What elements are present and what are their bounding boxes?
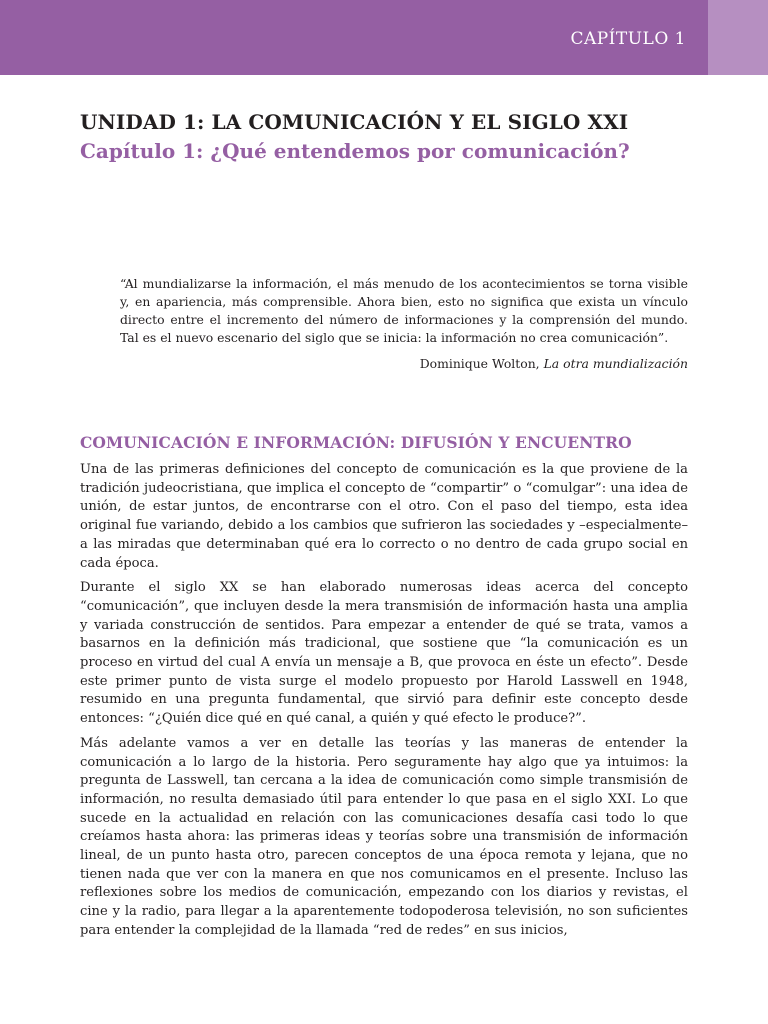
epigraph-quote: “Al mundializarse la información, el más menudo de los acontecimientos se torna visible y, en apariencia, más comprensible. Ahora bien, esto no significa que exista un vínculo directo entre el incremento del número de informaciones y la comprensión del mundo. Tal es el nuevo escenario del siglo que se inicia: la información no crea comunicación”. — [120, 276, 688, 345]
epigraph-author: Dominique Wolton, — [419, 356, 544, 371]
unit-title: UNIDAD 1: LA COMUNICACIÓN Y EL SIGLO XXI — [80, 110, 629, 134]
running-header-chapter: CAPÍTULO 1 — [570, 29, 686, 49]
paragraph: Más adelante vamos a ver en detalle las teorías y las maneras de entender la comunicación a lo largo de la historia. Pero seguramente hay algo que ya intuimos: la pregunta de Lasswell, tan cercana a la idea de comunicación como simple transmisión de información, no resulta demasiado útil para entender lo que pasa en el siglo XXI. Lo que sucede en la actualidad en relación con las comunicaciones desafía casi todo lo que creíamos hasta ahora: las primeras ideas y teorías sobre una transmisión de información lineal, de un punto hasta otro, parecen conceptos de una época remota y lejana, que no tienen nada que ver con la manera en que nos comunicamos en el presente. Incluso las reflexiones sobre los medios de comunicación, empezando con los diarios y revistas, el cine y la radio, para llegar a la aparentemente todopoderosa televisión, no son suficientes para entender la complejidad de la llamada “red de redes” en sus inicios, — [80, 735, 688, 938]
paragraph: Durante el siglo XX se han elaborado numerosas ideas acerca del concepto “comunicación”, que incluyen desde la mera transmisión de información hasta una amplia y variada construcción de sentidos. Para empezar a entender de qué se trata, vamos a basarnos en la definición más tradicional, que sostiene que “la comunicación es un proceso en virtud del cual A envía un mensaje a B, que provoca en éste un efecto”. Desde este primer punto de vista surge el modelo propuesto por Harold Lasswell en 1948, resumido en una pregunta fundamental, que sirvió para definir este concepto desde entonces: “¿Quién dice qué en qué canal, a quién y qué efecto le produce?”. — [80, 580, 688, 727]
epigraph-source — [120, 356, 688, 371]
body-text — [80, 461, 688, 947]
epigraph-work: La otra mundialización — [543, 356, 688, 371]
header-tab — [708, 0, 768, 75]
section-heading: COMUNICACIÓN E INFORMACIÓN: DIFUSIÓN Y ENCUENTRO — [80, 433, 632, 452]
paragraph: Una de las primeras definiciones del concepto de comunicación es la que proviene de la tradición judeocristiana, que implica el concepto de “compartir” o “comulgar”: una idea de unión, de estar juntos, de encontrarse con el otro. Con el paso del tiempo, esta idea original fue variando, debido a los cambios que sufrieron las sociedades y –especialmente– a las miradas que determinaban qué era lo correcto o no dentro de cada grupo social en cada época. — [80, 462, 688, 571]
chapter-title: Capítulo 1: ¿Qué entendemos por comunicación? — [80, 139, 630, 163]
